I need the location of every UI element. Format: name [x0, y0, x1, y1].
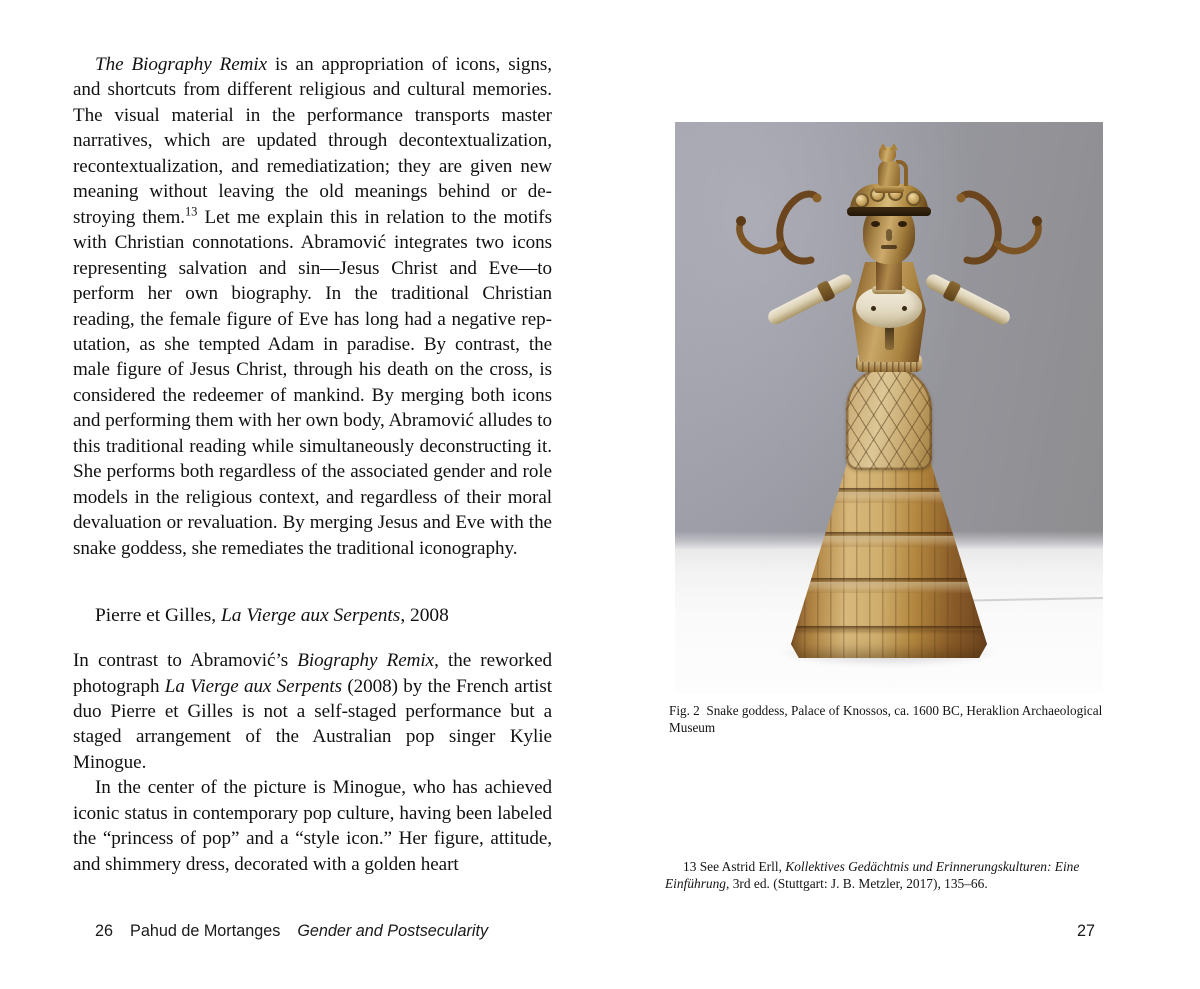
- nose: [886, 229, 892, 241]
- skirt-flounce-2: [783, 492, 995, 503]
- right-arm: [924, 272, 1013, 327]
- right-arm-cuff: [942, 280, 961, 302]
- neck: [876, 260, 902, 290]
- photograph-snake-goddess: [675, 122, 1103, 694]
- paragraph-la-vierge-aux-serpents: In contrast to Abramović’s Biography Remix, the reworked photograph La Vierge aux Serpents (2008) by the French artist duo Pierre et Gilles is not a self-staged performance but a staged arrangement of the Australian pop singer Kylie Minogue.: [73, 650, 552, 773]
- page-number-verso: 26: [95, 922, 114, 940]
- cat-finial: [872, 142, 906, 188]
- crown-medallion-4: [906, 191, 921, 206]
- cat-body: [878, 160, 900, 188]
- figure-caption: [669, 703, 1109, 736]
- snake-left: [733, 186, 819, 270]
- skirt-flounce-4: [783, 582, 995, 593]
- left-arm: [766, 272, 855, 327]
- figure-caption-label: Fig. 2: [669, 703, 700, 718]
- title-biography-remix: The Biography Remix: [95, 54, 268, 75]
- snake-right: [959, 186, 1045, 270]
- figure-caption-text: Snake goddess, Palace of Knossos, ca. 1600 BC, Heraklion Archaeological Museum: [669, 703, 1103, 735]
- cat-ear-left: [879, 143, 887, 150]
- left-eye: [871, 221, 880, 227]
- crown-band: [847, 207, 931, 216]
- paragraph-minogue: In the center of the picture is Minogue, who has achieved iconic status in contemporary pop culture, having been labeled the “princess of pop” and a “style icon.” Her figure, attitude, and shimmery dress, decorated with a golden heart: [73, 777, 552, 875]
- running-foot-right: [1077, 922, 1095, 941]
- right-eye: [898, 221, 907, 227]
- cat-pedestal: [874, 186, 904, 193]
- spacer-after-subheading: [73, 628, 552, 648]
- footnote-reference-13[interactable]: 13: [184, 204, 198, 219]
- subheading-work-title: La Vierge aux Serpents: [221, 605, 401, 627]
- left-page-text-column: [73, 52, 552, 877]
- left-arm-cuff: [816, 280, 835, 302]
- cat-ear-right: [890, 143, 898, 150]
- footnote-13: 13 See Astrid Erll, Kollektives Gedächtnis und Erinnerungskulturen: Eine Einführung, 3rd ed. (Stuttgart: J. B. Metzler, 2017), 135–66.: [665, 859, 1080, 892]
- mouth: [881, 245, 897, 249]
- footnote-number: 13: [683, 859, 697, 874]
- running-foot-author: Pahud de Mortanges: [130, 922, 281, 940]
- title-biography-remix-2: Biography Remix: [297, 650, 435, 672]
- running-foot-title: Gender and Postsecularity: [297, 922, 489, 940]
- skirt-flounce-3: [783, 536, 995, 547]
- snake-goddess-figurine: [739, 158, 1039, 658]
- skirt-apron-panel: [846, 366, 932, 470]
- crown-medallion-1: [854, 193, 869, 208]
- spacer-before-subheading: [73, 561, 552, 603]
- subheading-pierre-et-gilles: Pierre et Gilles, La Vierge aux Serpents, 2008: [95, 605, 449, 627]
- paragraph-biography-remix: The Biography Remix is an appropriation of icons, signs, and shortcuts from different religious and cultural memories. The visual material in the performance transports master narratives, which are updated through decontextualization, recontextualization, and remediatization; they are given new meaning without leaving the old meanings behind or destroying them.$^{13}$ Let me explain this in relation to the motifs with Christian connotations. Abramović integrates two icons representing salvation and sin—Jesus Christ and Eve—to perform her own biography. In the traditional Christian reading, the female figure of Eve has long had a negative reputation, as she tempted Adam in paradise. By contrast, the male figure of Jesus Christ, through his death on the cross, is considered the redeemer of mankind. By merging both icons and performing them with her own body, Abramović alludes to this traditional reading while simultaneously deconstructing it. She performs both regardless of the associated gender and role models in the religious context, and regardless of their moral devaluation or revaluation. By merging Jesus and Eve with the snake goddess, she remediates the traditional iconography.: [73, 54, 552, 559]
- title-la-vierge-aux-serpents: La Vierge aux Serpents: [164, 675, 343, 697]
- page-number-recto: 27: [1077, 922, 1096, 940]
- footnote-book-title: Kollektives Gedächtnis und Erinnerungskulturen: Eine Einführung: [665, 859, 1080, 892]
- skirt-tier-line-5: [783, 626, 995, 630]
- figure-2-snake-goddess: [675, 122, 1103, 694]
- running-foot-left: [95, 922, 488, 941]
